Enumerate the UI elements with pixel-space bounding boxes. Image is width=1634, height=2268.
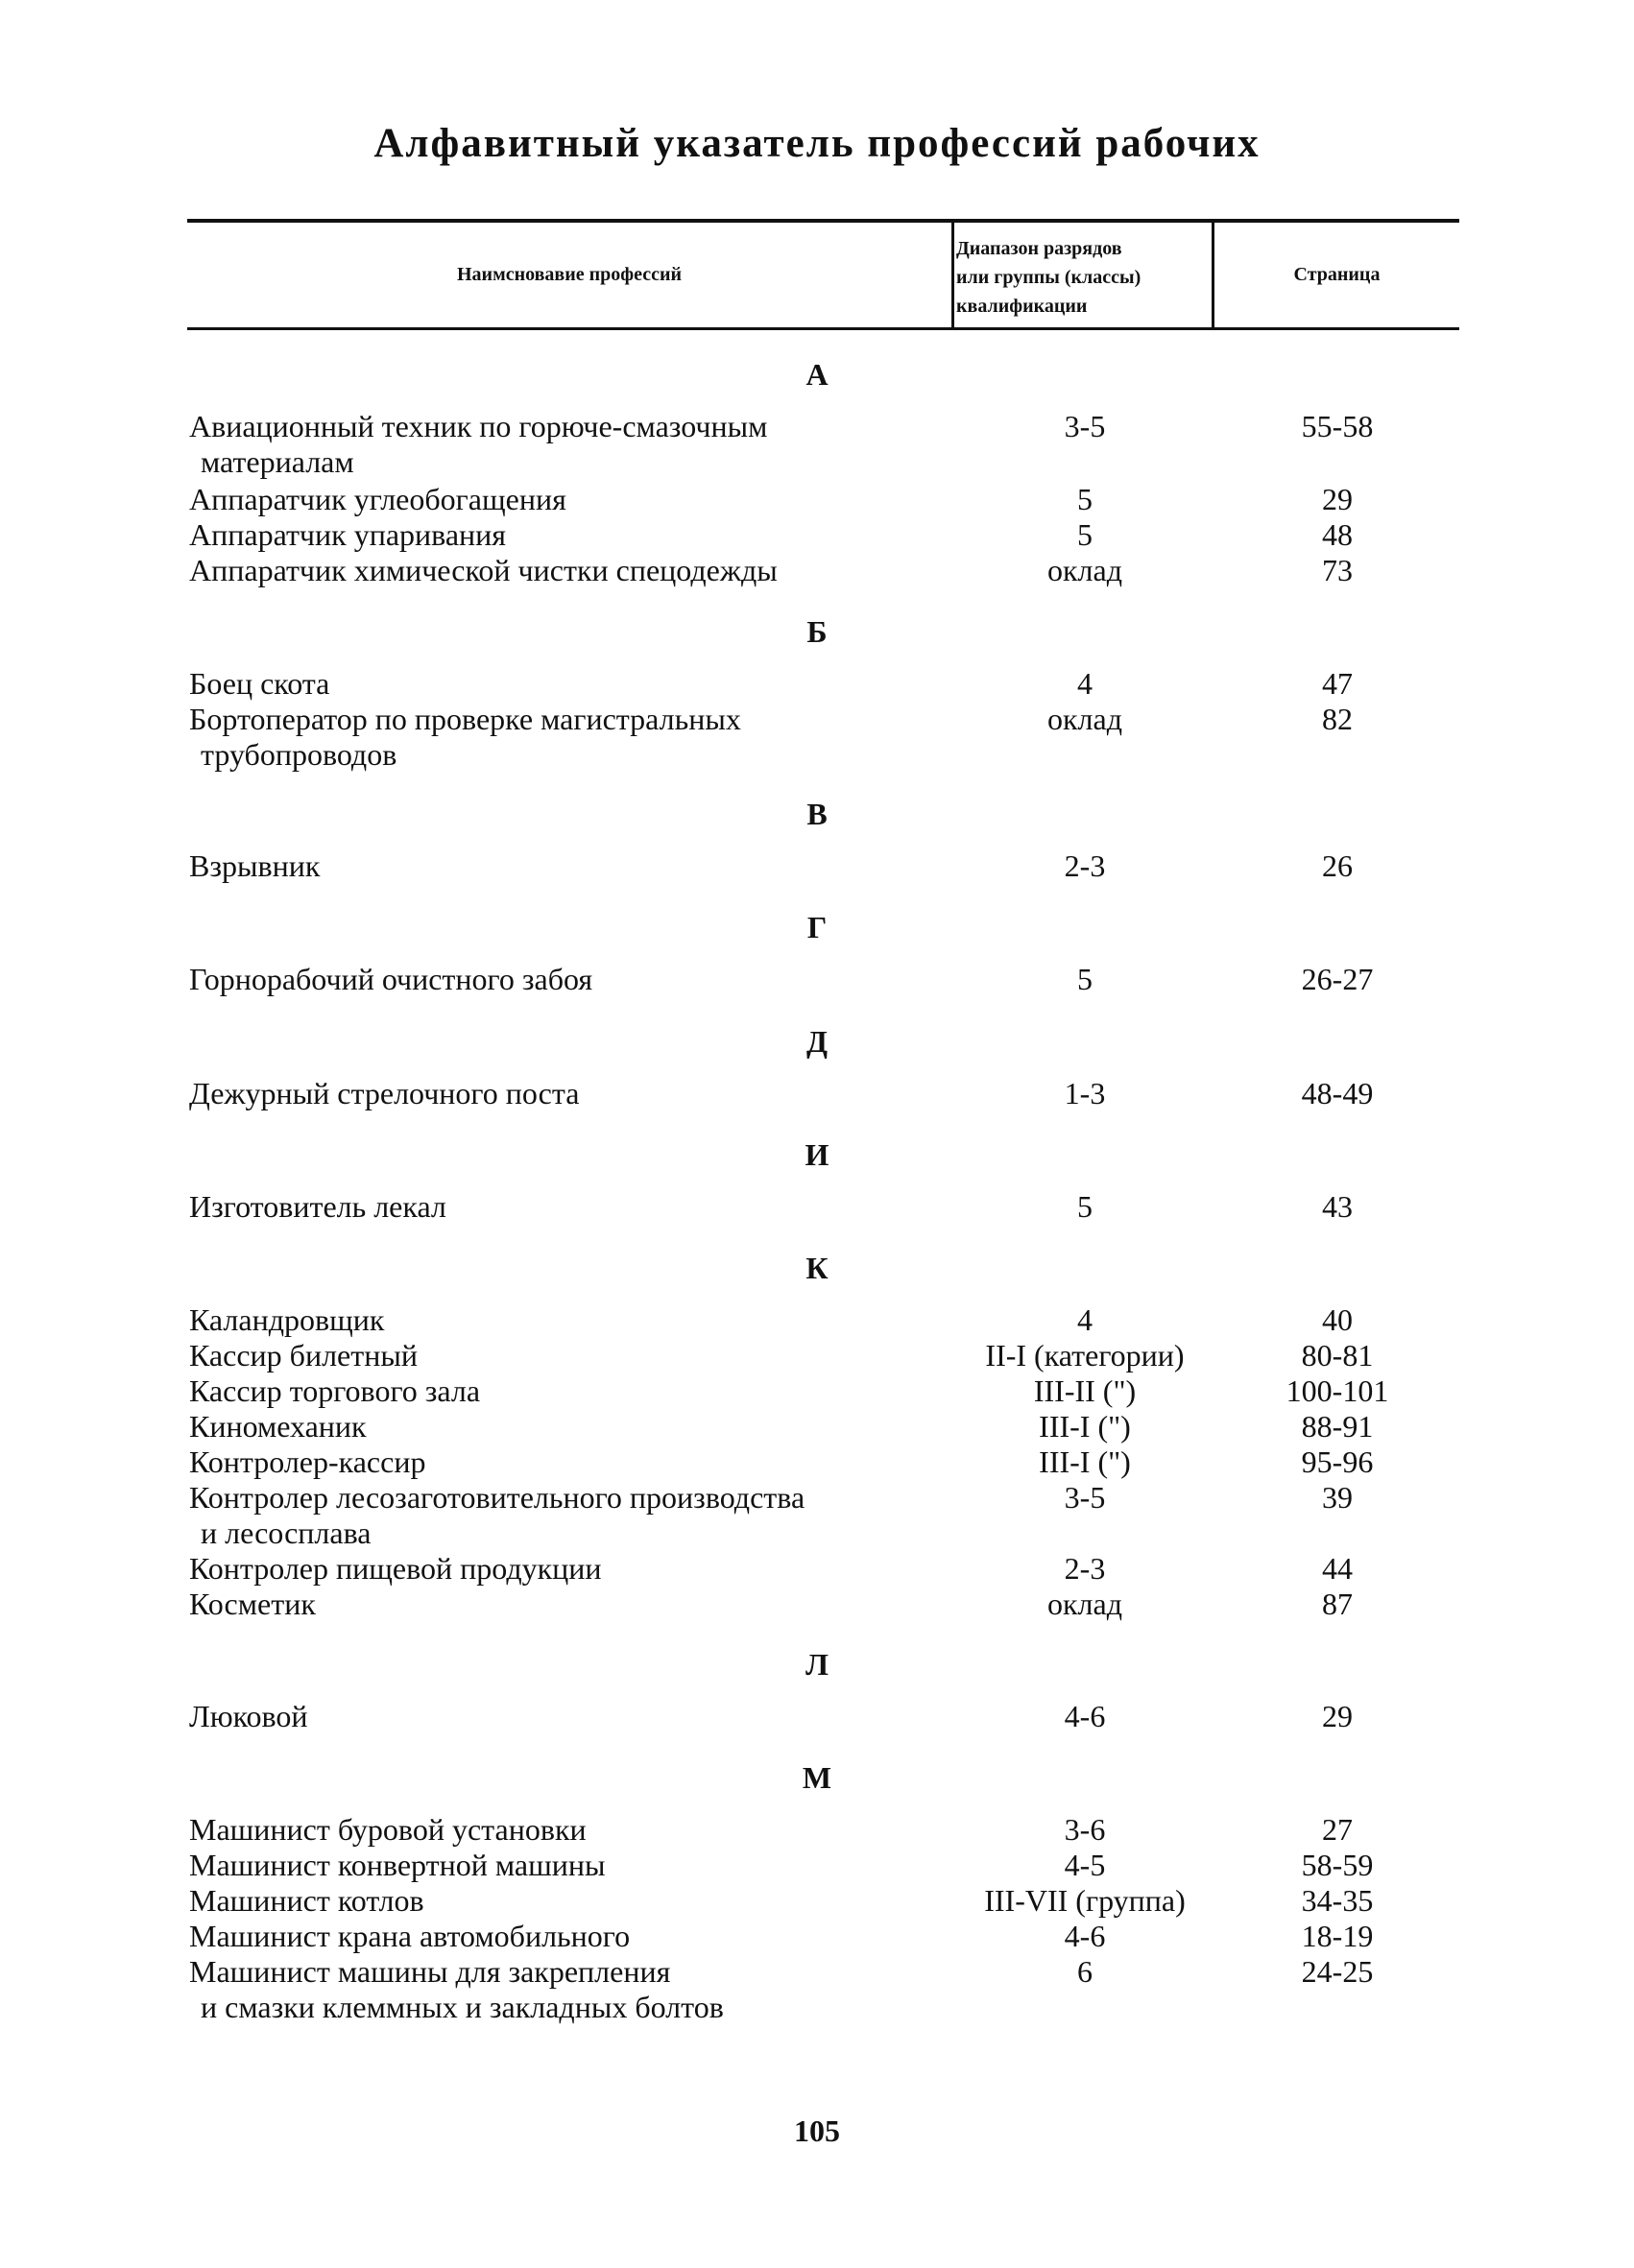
profession-name-line: Люковой <box>189 1699 308 1733</box>
profession-name <box>189 1954 919 2025</box>
page-reference: 39 <box>1322 1480 1353 1515</box>
profession-name-line: Контролер пищевой продукции <box>189 1551 602 1586</box>
profession-name <box>189 1919 919 1954</box>
section-letter: Г <box>806 910 828 944</box>
profession-name <box>189 1409 919 1444</box>
page-reference: 34-35 <box>1301 1883 1374 1918</box>
profession-name <box>189 517 919 553</box>
section-letter: И <box>805 1137 829 1172</box>
qualification-range: 5 <box>1077 482 1093 516</box>
page-reference: 18-19 <box>1301 1919 1374 1953</box>
header-bottom-rule <box>187 327 1459 330</box>
profession-name-line: Кассир торгового зала <box>189 1373 481 1408</box>
section-letter: Д <box>805 1024 828 1059</box>
section-letter: Б <box>806 614 828 649</box>
profession-name <box>189 553 919 588</box>
page-reference: 24-25 <box>1301 1954 1374 1989</box>
profession-name-line: Машинист конвертной машины <box>189 1848 606 1882</box>
profession-name-line: Аппаратчик углеобогащения <box>189 482 566 516</box>
profession-name-line: Дежурный стрелочного поста <box>189 1076 580 1110</box>
page-reference: 48-49 <box>1301 1076 1374 1110</box>
page-reference: 55-58 <box>1301 409 1374 443</box>
page-reference: 44 <box>1322 1551 1353 1586</box>
profession-name <box>189 1076 919 1111</box>
profession-name <box>189 848 919 884</box>
page-reference: 58-59 <box>1301 1848 1374 1882</box>
page-reference: 73 <box>1322 553 1353 587</box>
profession-name-line: Каландровщик <box>189 1302 385 1337</box>
page-reference: 27 <box>1322 1812 1353 1847</box>
profession-name <box>189 1812 919 1848</box>
qualification-range: 4-5 <box>1064 1848 1106 1882</box>
qualification-range: III-I (") <box>1039 1409 1131 1444</box>
page-number: 105 <box>794 2113 840 2148</box>
qualification-range: 6 <box>1077 1954 1093 1989</box>
qualification-range: III-I (") <box>1039 1444 1131 1479</box>
page-reference: 100-101 <box>1286 1373 1389 1408</box>
qualification-range: 5 <box>1077 962 1093 996</box>
profession-name-line: Взрывник <box>189 848 321 883</box>
qualification-range: 3-5 <box>1064 1480 1106 1515</box>
profession-name <box>189 1848 919 1883</box>
profession-name <box>189 1373 919 1409</box>
header-top-rule <box>187 219 1459 223</box>
profession-name <box>189 409 919 480</box>
profession-name-line: Боец скота <box>189 666 330 701</box>
profession-name <box>189 1883 919 1919</box>
column-header-range-line: или группы (классы) <box>956 267 1141 288</box>
profession-name <box>189 1189 919 1225</box>
profession-name-line: Машинист крана автомобильного <box>189 1919 631 1953</box>
qualification-range: 4-6 <box>1064 1919 1106 1953</box>
qualification-range: 3-5 <box>1064 409 1106 443</box>
column-header-range-line: Диапазон разрядов <box>956 238 1122 259</box>
qualification-range: II-I (категории) <box>985 1338 1185 1373</box>
qualification-range: 4-6 <box>1064 1699 1106 1733</box>
section-letter: А <box>805 357 829 392</box>
profession-name <box>189 1480 919 1551</box>
profession-name-line: Горнорабочий очистного забоя <box>189 962 593 996</box>
header-divider <box>951 222 954 328</box>
page-reference: 82 <box>1322 702 1353 736</box>
page-reference: 29 <box>1322 1699 1353 1733</box>
profession-name <box>189 1551 919 1587</box>
profession-name <box>189 1699 919 1734</box>
profession-name-line: Бортоператор по проверке магистральных <box>189 702 741 736</box>
column-header-range <box>956 234 1212 321</box>
qualification-range: III-II (") <box>1033 1373 1137 1408</box>
profession-name-line: Машинист буровой установки <box>189 1812 587 1847</box>
page-reference: 88-91 <box>1301 1409 1374 1444</box>
page-reference: 26-27 <box>1301 962 1374 996</box>
qualification-range: оклад <box>1047 553 1122 587</box>
qualification-range: 4 <box>1077 666 1093 701</box>
qualification-range: оклад <box>1047 702 1122 736</box>
page-reference: 48 <box>1322 517 1353 552</box>
page-reference: 26 <box>1322 848 1353 883</box>
column-header-page: Страница <box>1293 264 1381 285</box>
profession-name-continuation: трубопроводов <box>201 737 397 772</box>
qualification-range: 2-3 <box>1064 848 1106 883</box>
qualification-range: 1-3 <box>1064 1076 1106 1110</box>
profession-name-line: Машинист машины для закрепления <box>189 1954 671 1989</box>
profession-name-line: Аппаратчик упаривания <box>189 517 506 552</box>
profession-name <box>189 1587 919 1622</box>
profession-name-line: Машинист котлов <box>189 1883 424 1918</box>
profession-name-line: Контролер-кассир <box>189 1444 426 1479</box>
section-letter: Л <box>805 1647 829 1682</box>
profession-name <box>189 1338 919 1373</box>
profession-name-line: Кассир билетный <box>189 1338 418 1373</box>
profession-name-line: Киномеханик <box>189 1409 367 1444</box>
profession-name-continuation: материалам <box>201 444 354 479</box>
profession-name <box>189 666 919 702</box>
qualification-range: 5 <box>1077 517 1093 552</box>
section-letter: В <box>806 797 828 831</box>
page-reference: 95-96 <box>1301 1444 1374 1479</box>
profession-name-line: Контролер лесозаготовительного производства <box>189 1480 805 1515</box>
page-reference: 29 <box>1322 482 1353 516</box>
profession-name <box>189 1444 919 1480</box>
profession-name <box>189 1302 919 1338</box>
profession-name <box>189 482 919 517</box>
profession-name <box>189 702 919 773</box>
column-header-name: Наимсновавие профессий <box>456 264 682 285</box>
qualification-range: 5 <box>1077 1189 1093 1224</box>
profession-name-line: Изготовитель лекал <box>189 1189 446 1224</box>
page-reference: 40 <box>1322 1302 1353 1337</box>
page-reference: 80-81 <box>1301 1338 1374 1373</box>
qualification-range: 2-3 <box>1064 1551 1106 1586</box>
profession-name <box>189 962 919 997</box>
qualification-range: 4 <box>1077 1302 1093 1337</box>
qualification-range: 3-6 <box>1064 1812 1106 1847</box>
profession-name-line: Аппаратчик химической чистки спецодежды <box>189 553 778 587</box>
section-letter: К <box>805 1251 829 1285</box>
page-reference: 87 <box>1322 1587 1353 1621</box>
section-letter: М <box>802 1760 832 1795</box>
page-reference: 43 <box>1322 1189 1353 1224</box>
column-header-range-line: квалификации <box>956 296 1088 317</box>
page-reference: 47 <box>1322 666 1353 701</box>
profession-name-line: Косметик <box>189 1587 316 1621</box>
qualification-range: оклад <box>1047 1587 1122 1621</box>
profession-name-continuation: и лесосплава <box>201 1516 372 1550</box>
qualification-range: III-VII (группа) <box>984 1883 1186 1918</box>
profession-name-continuation: и смазки клеммных и закладных болтов <box>201 1990 724 2024</box>
profession-name-line: Авиационный техник по горюче-смазочным <box>189 409 768 443</box>
page-title: Алфавитный указатель профессий рабочих <box>373 121 1261 166</box>
